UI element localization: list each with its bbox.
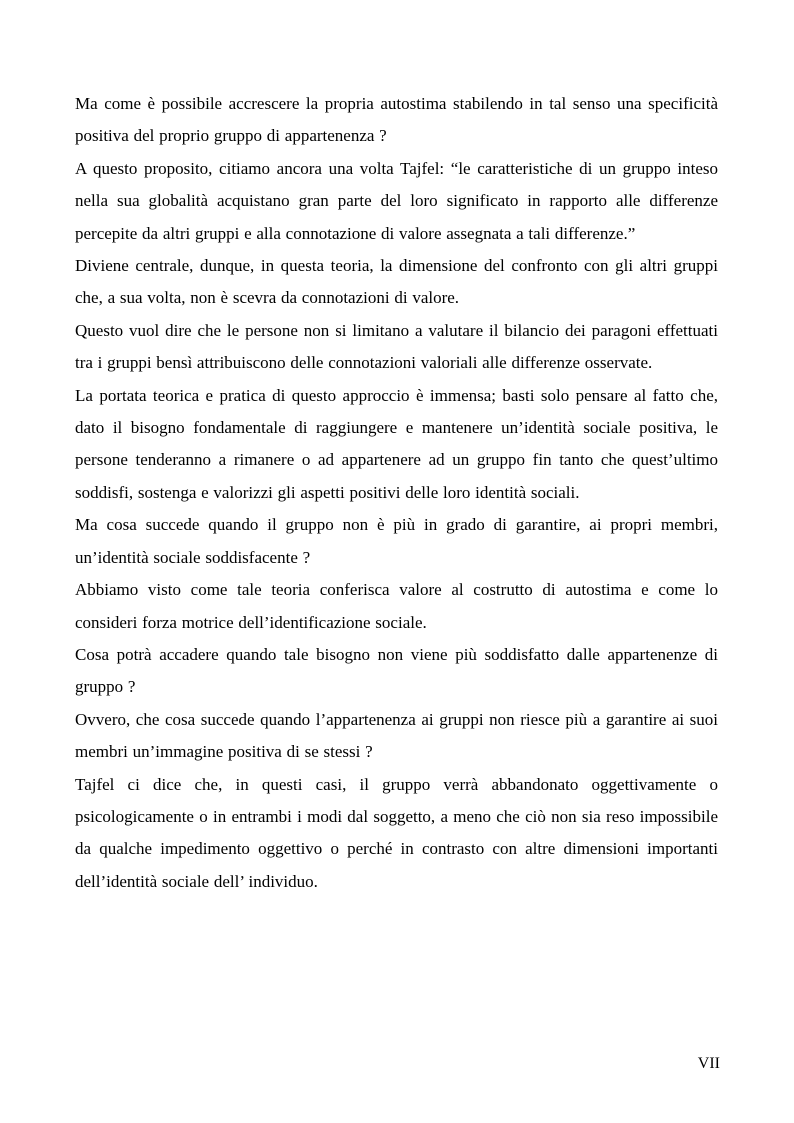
paragraph-1: Ma come è possibile accrescere la propria autostima stabilendo in tal senso una specificità positiva del proprio gruppo di appartenenza ?: [75, 94, 718, 146]
paragraph-7: Abbiamo visto come tale teoria conferisca valore al costrutto di autostima e come lo consideri forza motrice dell’identificazione sociale.: [75, 580, 718, 632]
paragraph-6: Ma cosa succede quando il gruppo non è più in grado di garantire, ai propri membri, un’identità sociale soddisfacente ?: [75, 515, 718, 567]
paragraph-5: La portata teorica e pratica di questo approccio è immensa; basti solo pensare al fatto che, dato il bisogno fondamentale di raggiungere e mantenere un’identità sociale positiva, le persone tenderanno a rimanere o ad appartenere ad un gruppo fin tanto che quest’ultimo soddisfi, sostenga e valorizzi gli aspetti positivi delle loro identità sociali.: [75, 385, 718, 502]
paragraph-9: Ovvero, che cosa succede quando l’appartenenza ai gruppi non riesce più a garantire ai suoi membri un’immagine positiva di se stessi ?: [75, 709, 718, 762]
paragraph-3: Diviene centrale, dunque, in questa teoria, la dimensione del confronto con gli altri gruppi che, a sua volta, non è scevra da connotazioni di valore.: [75, 256, 718, 308]
body-text: [75, 88, 718, 898]
paragraph-4: Questo vuol dire che le persone non si limitano a valutare il bilancio dei paragoni effettuati tra i gruppi bensì attribuiscono delle connotazioni valoriali alle differenze osservate.: [75, 320, 718, 373]
page-number: VII: [697, 1055, 720, 1072]
paragraph-2: A questo proposito, citiamo ancora una volta Tajfel: “le caratteristiche di un gruppo inteso nella sua globalità acquistano gran parte del loro significato in rapporto alle differenze percepite da altri gruppi e alla connotazione di valore assegnata a tali differenze.”: [75, 158, 718, 243]
paragraph-8: Cosa potrà accadere quando tale bisogno non viene più soddisfatto dalle appartenenze di gruppo ?: [75, 644, 718, 697]
paragraph-10: Tajfel ci dice che, in questi casi, il gruppo verrà abbandonato oggettivamente o psicologicamente o in entrambi i modi dal soggetto, a meno che ciò non sia reso impossibile da qualche impedimento oggettivo o perché in contrasto con altre dimensioni importanti dell’identità sociale dell’ individuo.: [75, 774, 718, 891]
